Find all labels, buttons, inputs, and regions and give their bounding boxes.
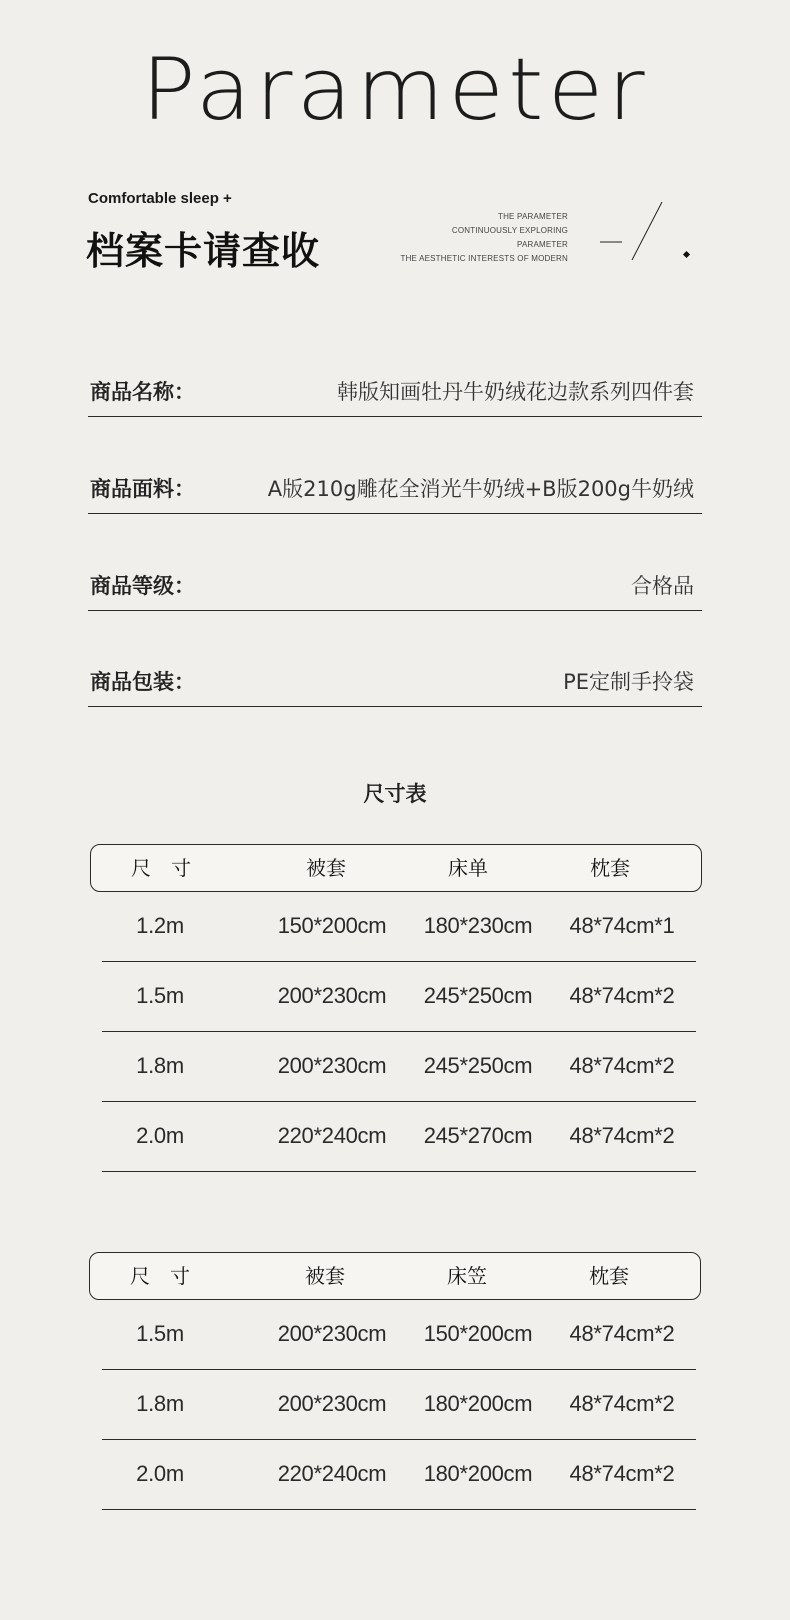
table-cell: 200*230cm (277, 983, 387, 1008)
table-row (102, 1299, 696, 1370)
table-cell: 2.0m (136, 1123, 184, 1148)
info-row-package (88, 610, 702, 707)
table-cell: 150*200cm (423, 1321, 533, 1346)
size-table-title: 尺寸表 (363, 782, 427, 806)
header-cell: 尺 寸 (131, 856, 191, 880)
archive-heading: 档案卡请查收 (86, 229, 321, 273)
table-cell: 48*74cm*1 (569, 913, 675, 938)
table-cell: 200*230cm (277, 1053, 387, 1078)
header-cell: 被套 (305, 1264, 345, 1288)
info-value: A版210g雕花全消光牛奶绒+B版200g牛奶绒 (267, 477, 694, 501)
info-value: 合格品 (631, 574, 694, 598)
decorative-slash-icon (598, 200, 708, 270)
table-row (102, 961, 696, 1032)
tagline: Comfortable sleep + (88, 190, 232, 207)
info-value: PE定制手拎袋 (563, 670, 694, 694)
table-cell: 1.5m (136, 983, 184, 1008)
header-cell: 被套 (306, 856, 346, 880)
header-cell: 枕套 (589, 1264, 629, 1288)
table-row (102, 891, 696, 962)
table-cell: 220*240cm (277, 1461, 387, 1486)
info-row-fabric (88, 417, 702, 514)
table-cell: 245*250cm (423, 983, 533, 1008)
info-label: 商品包装： (90, 670, 195, 694)
english-note-line: PARAMETER (517, 240, 568, 249)
table-cell: 2.0m (136, 1461, 184, 1486)
info-label: 商品名称： (90, 380, 195, 404)
header-cell: 床笠 (447, 1264, 487, 1288)
table-row (102, 1439, 696, 1510)
info-value: 韩版知画牡丹牛奶绒花边款系列四件套 (337, 380, 694, 404)
table-cell: 1.5m (136, 1321, 184, 1346)
table-cell: 180*200cm (423, 1391, 533, 1416)
info-row-grade (88, 514, 702, 611)
table-cell: 48*74cm*2 (569, 1391, 675, 1416)
table-row (102, 1101, 696, 1172)
table-row (102, 1031, 696, 1102)
table-cell: 245*270cm (423, 1123, 533, 1148)
info-row-name (88, 320, 702, 417)
english-note-line: THE PARAMETER (497, 212, 568, 221)
table-cell: 1.8m (136, 1053, 184, 1078)
table-cell: 180*200cm (423, 1461, 533, 1486)
table2-header (89, 1252, 701, 1300)
table-cell: 150*200cm (277, 913, 387, 938)
info-label: 商品等级： (90, 574, 195, 598)
table-cell: 48*74cm*2 (569, 1461, 675, 1486)
table-cell: 1.2m (136, 913, 184, 938)
table-cell: 245*250cm (423, 1053, 533, 1078)
header-cell: 床单 (448, 856, 488, 880)
table-cell: 48*74cm*2 (569, 1123, 675, 1148)
table-cell: 200*230cm (277, 1391, 387, 1416)
info-label: 商品面料： (90, 477, 195, 501)
page-title: Parameter (141, 40, 649, 140)
table-row (102, 1369, 696, 1440)
english-note-line: CONTINUOUSLY EXPLORING (451, 226, 568, 235)
table-cell: 220*240cm (277, 1123, 387, 1148)
english-note-line: THE AESTHETIC INTERESTS OF MODERN (400, 254, 568, 263)
table-cell: 48*74cm*2 (569, 983, 675, 1008)
table-cell: 48*74cm*2 (569, 1053, 675, 1078)
table1-header (90, 844, 702, 892)
table-cell: 48*74cm*2 (569, 1321, 675, 1346)
table-cell: 200*230cm (277, 1321, 387, 1346)
table-cell: 180*230cm (423, 913, 533, 938)
header-cell: 枕套 (590, 856, 630, 880)
english-note (400, 210, 568, 266)
header-cell: 尺 寸 (130, 1264, 190, 1288)
table-cell: 1.8m (136, 1391, 184, 1416)
